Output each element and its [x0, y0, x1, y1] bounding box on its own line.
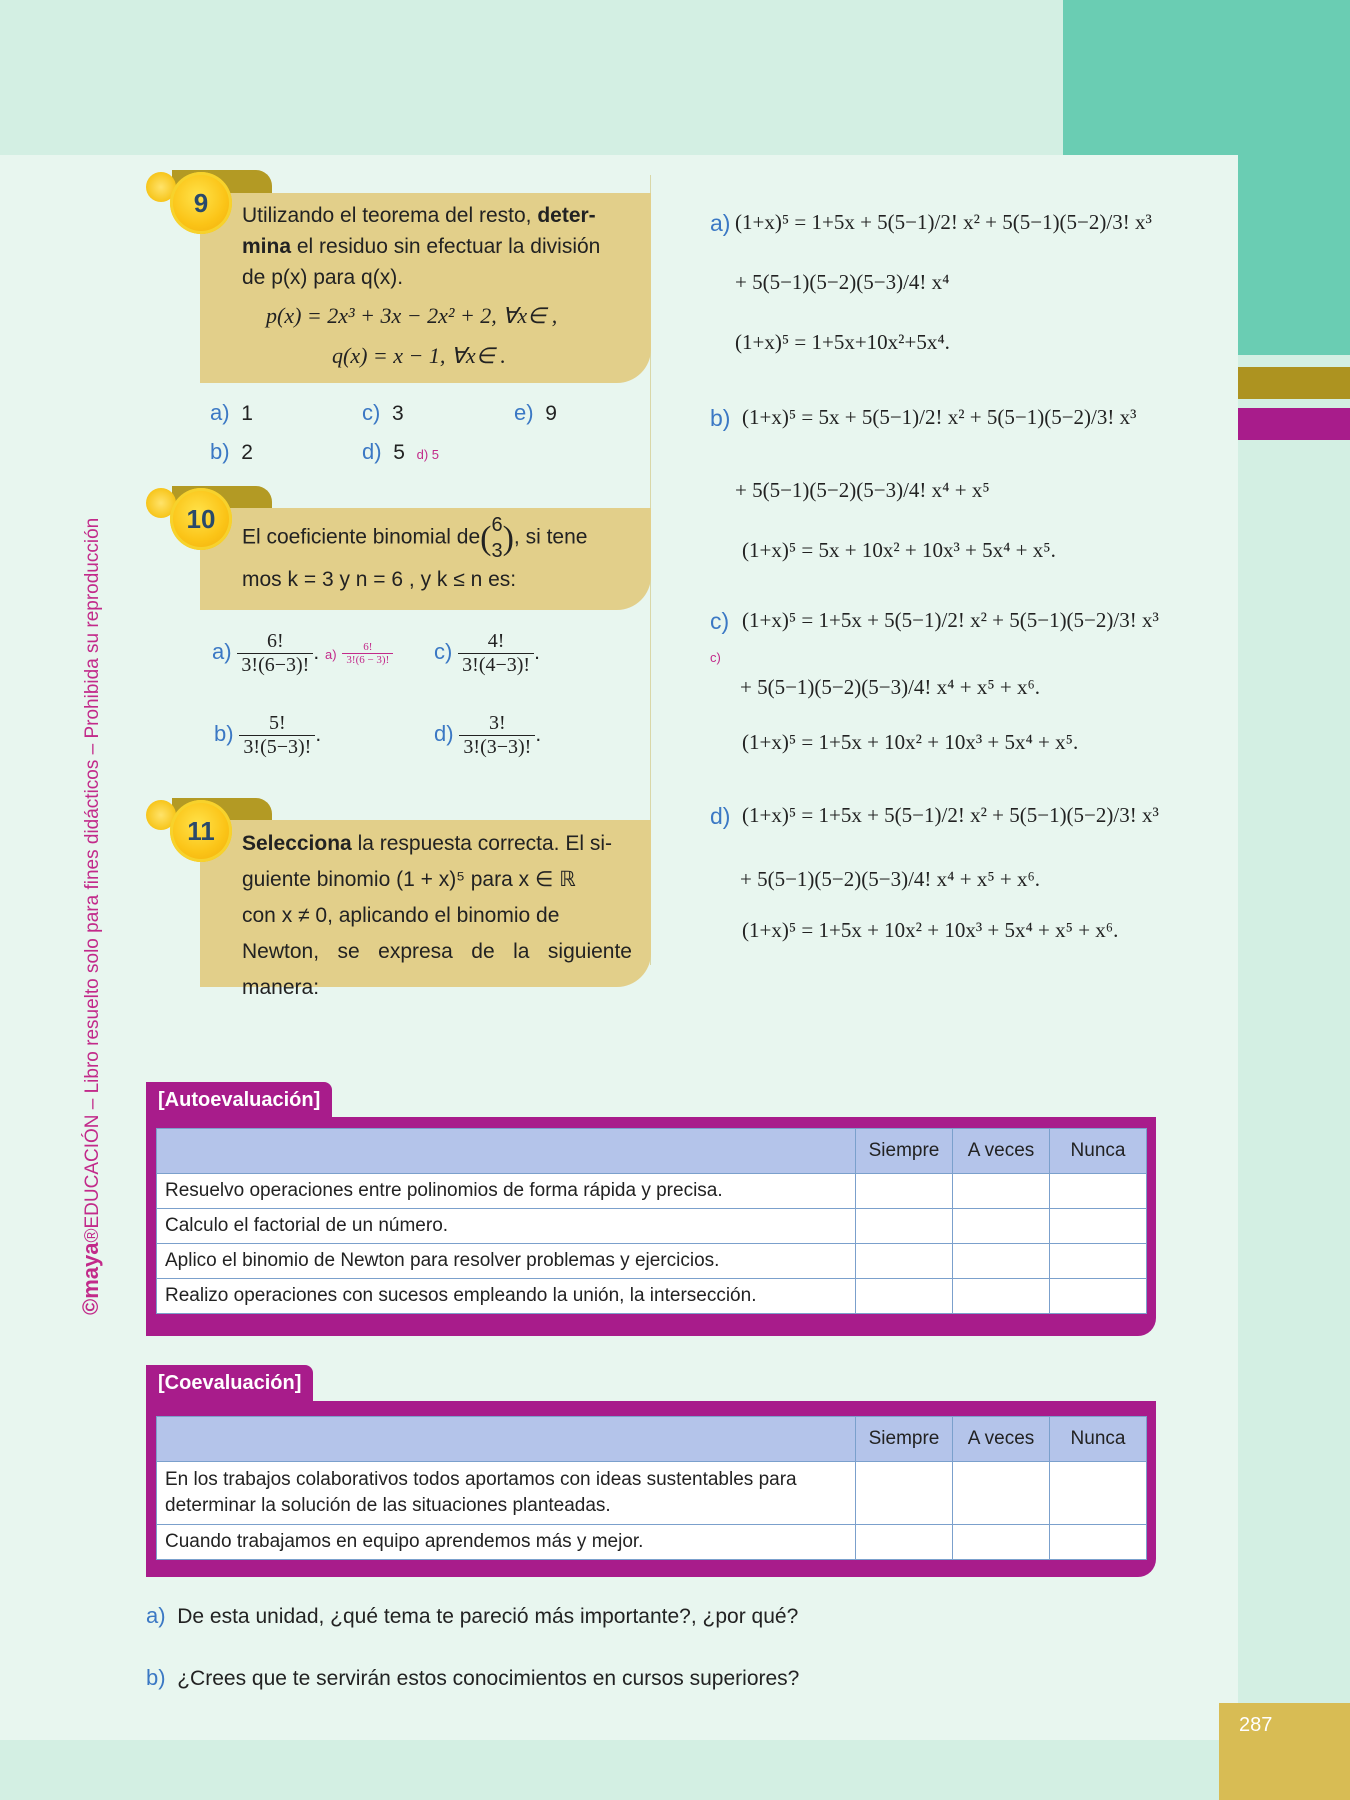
autoevaluacion-title: [Autoevaluación] [146, 1082, 332, 1118]
bottom-question-b-text: ¿Crees que te servirán estos conocimientos en cursos superiores? [177, 1667, 800, 1690]
q10-statement: El coeficiente binomial de(6 3), si tene mos k = 3 y n = 6 , y k ≤ n es: [242, 514, 588, 591]
right-option-a-label[interactable]: a) [710, 210, 731, 236]
coevaluacion-table [156, 1416, 1147, 1560]
q9-text-bold1: deter- [537, 204, 596, 227]
coevaluacion-header-aveces: A veces [953, 1417, 1050, 1462]
right-option-b-line2: + 5(5−1)(5−2)(5−3)/4! x⁴ + x⁵ [735, 478, 990, 502]
coevaluacion-row-2-siempre[interactable] [856, 1525, 953, 1560]
coevaluacion-row-2-aveces[interactable] [953, 1525, 1050, 1560]
q10-option-b[interactable]: b) $\frac{5!}{3!(5-3)!}$ . [214, 712, 322, 758]
autoevaluacion-row-4-text: Realizo operaciones con sucesos empleando la unión, la intersección. [157, 1279, 856, 1314]
q11-statement [242, 826, 632, 1006]
right-option-d-label[interactable]: d) [710, 803, 731, 829]
right-option-b-line3: (1+x)⁵ = 5x + 10x² + 10x³ + 5x⁴ + x⁵. [742, 538, 1056, 562]
coevaluacion-row-1-siempre[interactable] [856, 1462, 953, 1525]
right-answer: c) [710, 650, 721, 665]
table-row [157, 1244, 1147, 1279]
autoevaluacion-row-3-text: Aplico el binomio de Newton para resolver problemas y ejercicios. [157, 1244, 856, 1279]
q9-text-a: Utilizando el teorema del resto, [242, 204, 538, 227]
q10-text-b: , si tene [513, 525, 588, 549]
q10-option-a[interactable]: a) $\frac{6!}{3!(6-3)!}$ . a) $\frac{6!}{3!(6 - 3)!}$ [212, 630, 393, 677]
q9-option-e-value: 9 [545, 402, 557, 425]
autoevaluacion-row-1-nunca[interactable] [1050, 1174, 1147, 1209]
right-option-d-line1: (1+x)⁵ = 1+5x + 5(5−1)/2! x² + 5(5−1)(5−2)/3! x³ [742, 803, 1159, 827]
q11-line1: la respuesta correcta. El si- [351, 832, 612, 855]
q10-option-c[interactable]: c) $\frac{4!}{3!(4-3)!}$ . [434, 630, 540, 676]
q10-option-d-label: d) [434, 721, 454, 747]
right-option-c-line3: (1+x)⁵ = 1+5x + 10x² + 10x³ + 5x⁴ + x⁵. [742, 730, 1079, 754]
autoevaluacion-header-nunca: Nunca [1050, 1129, 1147, 1174]
coevaluacion-header-row [157, 1417, 1147, 1462]
coevaluacion-header-blank [157, 1417, 856, 1462]
coevaluacion-row-1-nunca[interactable] [1050, 1462, 1147, 1525]
autoevaluacion-row-1-aveces[interactable] [953, 1174, 1050, 1209]
autoevaluacion-row-3-aveces[interactable] [953, 1244, 1050, 1279]
q9-option-b[interactable] [210, 439, 253, 465]
q10-option-a-num: 6! [237, 630, 313, 654]
autoevaluacion-row-4-siempre[interactable] [856, 1279, 953, 1314]
q10-answer-num: 6! [342, 641, 393, 654]
autoevaluacion-row-2-siempre[interactable] [856, 1209, 953, 1244]
table-row [157, 1462, 1147, 1525]
q10-option-c-num: 4! [458, 630, 534, 654]
q9-text-b: el residuo sin efectuar la división [291, 235, 601, 258]
q11-line3: con x ≠ 0, aplicando el binomio de [242, 904, 560, 927]
q11-bold: Selecciona [242, 832, 352, 855]
coevaluacion-header-siempre: Siempre [856, 1417, 953, 1462]
q10-option-c-label: c) [434, 639, 453, 665]
q10-option-d-den: 3!(3−3)! [463, 736, 532, 758]
q10-text-c: mos k = 3 y n = 6 , y k ≤ n es: [242, 568, 517, 591]
bottom-question-a-text: De esta unidad, ¿qué tema te pareció más importante?, ¿por qué? [177, 1605, 799, 1628]
coevaluacion-header-nunca: Nunca [1050, 1417, 1147, 1462]
q9-option-e[interactable] [514, 400, 557, 426]
q9-option-c[interactable] [362, 400, 404, 426]
q10-option-d-num: 3! [459, 712, 535, 736]
copyright-side-text [78, 485, 108, 1315]
autoevaluacion-row-2-nunca[interactable] [1050, 1209, 1147, 1244]
right-option-c-label[interactable]: c) [710, 608, 730, 634]
autoevaluacion-row-1-siempre[interactable] [856, 1174, 953, 1209]
q9-option-d[interactable] [362, 439, 439, 465]
q9-option-d-value: 5 [393, 441, 405, 464]
right-option-a-line3: (1+x)⁵ = 1+5x+10x²+5x⁴. [735, 330, 950, 354]
q9-option-c-label: c) [362, 400, 381, 425]
q10-option-d[interactable]: d) $\frac{3!}{3!(3-3)!}$ . [434, 712, 542, 758]
q11-number: 11 [187, 816, 215, 846]
autoevaluacion-header-row [157, 1129, 1147, 1174]
coevaluacion-row-2-nunca[interactable] [1050, 1525, 1147, 1560]
bottom-question-a [146, 1603, 798, 1629]
right-option-c-line2: + 5(5−1)(5−2)(5−3)/4! x⁴ + x⁵ + x⁶. [740, 675, 1041, 699]
table-row [157, 1525, 1147, 1560]
q9-option-a[interactable] [210, 400, 253, 426]
q9-option-a-value: 1 [241, 402, 253, 425]
q10-option-b-label: b) [214, 721, 234, 747]
autoevaluacion-row-3-nunca[interactable] [1050, 1244, 1147, 1279]
autoevaluacion-header-siempre: Siempre [856, 1129, 953, 1174]
right-option-d-line2: + 5(5−1)(5−2)(5−3)/4! x⁴ + x⁵ + x⁶. [740, 867, 1041, 891]
q9-number: 9 [193, 188, 209, 218]
q9-text-bold2: mina [242, 235, 292, 258]
coevaluacion-row-1-aveces[interactable] [953, 1462, 1050, 1525]
autoevaluacion-table [156, 1128, 1147, 1314]
autoevaluacion-row-4-aveces[interactable] [953, 1279, 1050, 1314]
q11-line2: guiente binomio (1 + x)⁵ para x ∈ ℝ [242, 868, 576, 891]
copyright-text: ®EDUCACIÓN – Libro resuelto solo para fines didácticos – Prohibida su reproducción [82, 517, 103, 1243]
q9-option-b-label: b) [210, 439, 230, 464]
coevaluacion-row-1-text: En los trabajos colaborativos todos aportamos con ideas sustentables para determinar la solución de las situaciones planteadas. [157, 1462, 856, 1525]
q10-option-b-num: 5! [239, 712, 315, 736]
q9-text-c: de p(x) para q(x). [242, 266, 404, 289]
olive-strip [1238, 367, 1350, 399]
q9-eq1: p(x) = 2x³ + 3x − 2x² + 2, ∀x∈ , [266, 303, 558, 328]
q11-line4: Newton, se expresa de la siguiente manera: [242, 940, 632, 999]
bottom-question-b-label: b) [146, 1665, 166, 1690]
bottom-question-a-label: a) [146, 1603, 166, 1628]
right-option-a-line1: (1+x)⁵ = 1+5x + 5(5−1)/2! x² + 5(5−1)(5−2)/3! x³ [735, 210, 1152, 234]
q10-answer-den: 3!(6 − 3)! [346, 654, 390, 666]
autoevaluacion-row-3-siempre[interactable] [856, 1244, 953, 1279]
table-row [157, 1174, 1147, 1209]
autoevaluacion-header-aveces: A veces [953, 1129, 1050, 1174]
q9-option-c-value: 3 [392, 402, 404, 425]
right-option-b-line1: (1+x)⁵ = 5x + 5(5−1)/2! x² + 5(5−1)(5−2)/3! x³ [742, 405, 1137, 429]
q10-option-a-label: a) [212, 639, 232, 665]
autoevaluacion-row-1-text: Resuelvo operaciones entre polinomios de forma rápida y precisa. [157, 1174, 856, 1209]
table-row [157, 1209, 1147, 1244]
coevaluacion-row-2-text: Cuando trabajamos en equipo aprendemos más y mejor. [157, 1525, 856, 1560]
q10-option-c-den: 3!(4−3)! [462, 654, 531, 676]
magenta-strip [1238, 408, 1350, 440]
autoevaluacion-row-4-nunca[interactable] [1050, 1279, 1147, 1314]
right-option-c-line1: (1+x)⁵ = 1+5x + 5(5−1)/2! x² + 5(5−1)(5−2)/3! x³ [742, 608, 1159, 632]
right-option-a-line2: + 5(5−1)(5−2)(5−3)/4! x⁴ [735, 270, 950, 294]
q9-option-d-label: d) [362, 439, 382, 464]
q9-option-b-value: 2 [241, 441, 253, 464]
q9-option-a-label: a) [210, 400, 230, 425]
right-option-b-label[interactable]: b) [710, 405, 731, 431]
coevaluacion-title: [Coevaluación] [146, 1365, 313, 1401]
bottom-question-b [146, 1665, 799, 1691]
autoevaluacion-header-blank [157, 1129, 856, 1174]
autoevaluacion-row-2-aveces[interactable] [953, 1209, 1050, 1244]
right-option-d-line3: (1+x)⁵ = 1+5x + 10x² + 10x³ + 5x⁴ + x⁵ + x⁶. [742, 918, 1119, 942]
autoevaluacion-row-2-text: Calculo el factorial de un número. [157, 1209, 856, 1244]
q9-statement [242, 200, 642, 293]
q10-binom-bottom: 3 [491, 540, 503, 562]
q9-option-e-label: e) [514, 400, 534, 425]
table-row [157, 1279, 1147, 1314]
q10-binom-top: 6 [491, 514, 503, 536]
q10-answer-label: a) [325, 647, 337, 663]
page-number: 287 [1239, 1714, 1273, 1736]
q10-number: 10 [186, 504, 216, 534]
q9-answer: d) 5 [416, 447, 439, 462]
q10-text-a: El coeficiente binomial de [242, 525, 481, 549]
q10-option-b-den: 3!(5−3)! [243, 736, 312, 758]
bottom-band [0, 1740, 1350, 1800]
q9-eq2: q(x) = x − 1, ∀x∈ . [332, 343, 506, 368]
brand-logo: ©maya [78, 1242, 103, 1315]
q10-option-a-den: 3!(6−3)! [241, 654, 310, 676]
